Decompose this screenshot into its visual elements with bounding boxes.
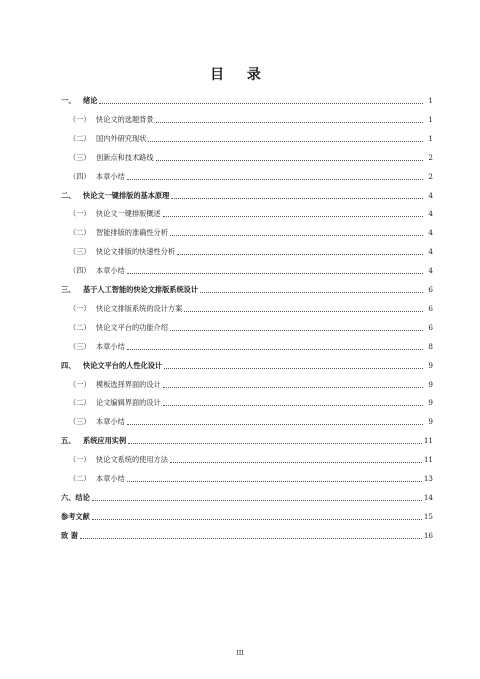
toc-section-entry[interactable] — [61, 300, 433, 314]
toc-leader-dots — [127, 423, 423, 425]
page-number: III — [236, 649, 244, 657]
toc-entry-label: 系统应用实例 — [83, 436, 127, 446]
toc-entry-number: （二） — [69, 322, 91, 332]
toc-leader-dots — [170, 234, 423, 236]
toc-entry-page: 1 — [428, 133, 433, 143]
toc-entry-label: 论文编辑界面的设计 — [96, 398, 161, 408]
document-title: 目 录 — [210, 67, 270, 83]
toc-section-entry[interactable] — [61, 149, 433, 163]
toc-entry-page: 4 — [428, 228, 433, 238]
toc-entry-label: 本章小结 — [96, 266, 125, 276]
toc-entry-label: 致 谢 — [61, 530, 78, 540]
toc-leader-dots — [163, 386, 423, 388]
toc-leader-dots — [200, 291, 423, 293]
toc-section-entry[interactable] — [61, 394, 433, 408]
toc-section-entry[interactable] — [61, 413, 433, 427]
toc-entry-page: 11 — [423, 436, 433, 446]
toc-chapter-entry[interactable] — [61, 489, 433, 503]
toc-leader-dots — [170, 329, 423, 331]
toc-entry-label: 创新点和技术路线 — [96, 152, 154, 162]
toc-section-entry[interactable] — [61, 205, 433, 219]
toc-section-entry[interactable] — [61, 319, 433, 333]
toc-entry-label: 本章小结 — [96, 171, 125, 181]
toc-leader-dots — [99, 102, 423, 104]
toc-entry-label: 基于人工智能的快论文排版系统设计 — [83, 285, 199, 294]
toc-entry-label: 快论文的选题背景 — [96, 114, 154, 124]
toc-entry-label: 快论文一键排版的基本原理 — [83, 190, 170, 200]
toc-entry-page: 14 — [423, 492, 433, 502]
toc-entry-label: 快论文系统的使用方法 — [96, 455, 168, 465]
toc-entry-page: 8 — [428, 341, 433, 351]
toc-leader-dots — [156, 159, 423, 161]
toc-section-entry[interactable] — [61, 470, 433, 484]
toc-entry-number: 二、 — [61, 190, 76, 200]
toc-entry-number: （三） — [69, 152, 91, 162]
toc-entry-page: 4 — [428, 209, 433, 219]
toc-entry-label: 模板选择界面的设计 — [96, 379, 161, 389]
toc-section-entry[interactable] — [61, 224, 433, 238]
toc-entry-number: 三、 — [61, 285, 76, 294]
toc-entry-page: 1 — [428, 114, 433, 124]
toc-leader-dots — [184, 310, 423, 312]
toc-section-entry[interactable] — [61, 376, 433, 390]
toc-section-entry[interactable] — [61, 111, 433, 125]
toc-entry-number: 五、 — [61, 436, 76, 446]
toc-entry-page: 4 — [428, 190, 433, 200]
toc-entry-label: 绪论 — [83, 96, 98, 105]
toc-entry-page: 6 — [428, 303, 433, 313]
toc-leader-dots — [127, 348, 423, 350]
toc-chapter-entry[interactable] — [61, 92, 433, 106]
toc-leader-dots — [80, 537, 422, 539]
toc-entry-label: 参考文献 — [61, 511, 90, 521]
toc-entry-page: 6 — [428, 322, 433, 332]
toc-chapter-entry[interactable] — [61, 508, 433, 522]
toc-entry-number: （一） — [69, 114, 91, 124]
toc-entry-label: 国内外研究现状 — [96, 133, 147, 143]
toc-entry-number: （一） — [69, 379, 91, 389]
toc-entry-number: （三） — [69, 341, 91, 351]
toc-entry-label: 快论文排版系统的设计方案 — [96, 303, 183, 313]
toc-entry-label: 快论文平台的功能介绍 — [96, 322, 168, 332]
toc-entry-label: 本章小结 — [96, 341, 125, 351]
toc-chapter-entry[interactable] — [61, 281, 433, 295]
toc-entry-page: 16 — [423, 530, 433, 540]
toc-entry-page: 2 — [428, 171, 433, 181]
toc-section-entry[interactable] — [61, 262, 433, 276]
toc-leader-dots — [127, 272, 423, 274]
toc-entry-label: 快论文排版的快速性分析 — [96, 247, 176, 257]
toc-section-entry[interactable] — [61, 338, 433, 352]
toc-entry-number: （二） — [69, 228, 91, 238]
toc-chapter-entry[interactable] — [61, 357, 433, 371]
toc-entry-number: （二） — [69, 398, 91, 408]
toc-entry-number: 一、 — [61, 96, 76, 105]
toc-entry-number: （一） — [69, 209, 91, 219]
toc-entry-number: （一） — [69, 303, 91, 313]
toc-leader-dots — [156, 121, 423, 123]
toc-leader-dots — [148, 140, 423, 142]
toc-section-entry[interactable] — [61, 243, 433, 257]
toc-entry-page: 4 — [428, 266, 433, 276]
toc-leader-dots — [170, 461, 422, 463]
toc-entry-number: （三） — [69, 247, 91, 257]
toc-entry-number: （二） — [69, 474, 91, 483]
toc-leader-dots — [92, 518, 422, 520]
toc-entry-number: （二） — [69, 133, 91, 143]
toc-leader-dots — [171, 197, 423, 199]
toc-leader-dots — [163, 404, 423, 406]
toc-leader-dots — [177, 253, 423, 255]
toc-entry-page: 4 — [428, 247, 433, 257]
toc-entry-number: （四） — [69, 266, 91, 276]
toc-leader-dots — [163, 215, 423, 217]
toc-section-entry[interactable] — [61, 130, 433, 144]
toc-entry-page: 1 — [428, 96, 433, 105]
toc-leader-dots — [127, 480, 422, 482]
toc-entry-label: 本章小结 — [96, 474, 125, 483]
toc-entry-page: 9 — [428, 379, 433, 389]
toc-entry-label: 六、结论 — [61, 492, 90, 502]
toc-entry-page: 9 — [428, 360, 433, 370]
toc-chapter-entry[interactable] — [61, 527, 433, 541]
toc-leader-dots — [127, 178, 423, 180]
toc-entry-page: 15 — [423, 511, 433, 521]
toc-entry-label: 快论文一键排版概述 — [96, 209, 161, 219]
toc-entry-label: 本章小结 — [96, 417, 125, 427]
toc-entry-number: （三） — [69, 417, 91, 427]
toc-chapter-entry[interactable] — [61, 432, 433, 446]
toc-leader-dots — [128, 442, 422, 444]
toc-entry-page: 9 — [428, 398, 433, 408]
toc-entry-page: 13 — [423, 474, 433, 483]
toc-leader-dots — [164, 367, 423, 369]
toc-entry-number: （四） — [69, 171, 91, 181]
toc-entry-label: 快论文平台的人性化设计 — [83, 360, 163, 370]
toc-entry-page: 9 — [428, 417, 433, 427]
toc-entry-number: （一） — [69, 455, 91, 465]
toc-entry-page: 11 — [423, 455, 433, 465]
toc-entry-label: 智能排版的准确性分析 — [96, 228, 168, 238]
toc-entry-page: 6 — [428, 285, 433, 294]
toc-section-entry[interactable] — [61, 451, 433, 465]
toc-entry-page: 2 — [428, 152, 433, 162]
toc-section-entry[interactable] — [61, 168, 433, 182]
toc-chapter-entry[interactable] — [61, 187, 433, 201]
toc-leader-dots — [92, 499, 422, 501]
toc-entry-number: 四、 — [61, 360, 76, 370]
